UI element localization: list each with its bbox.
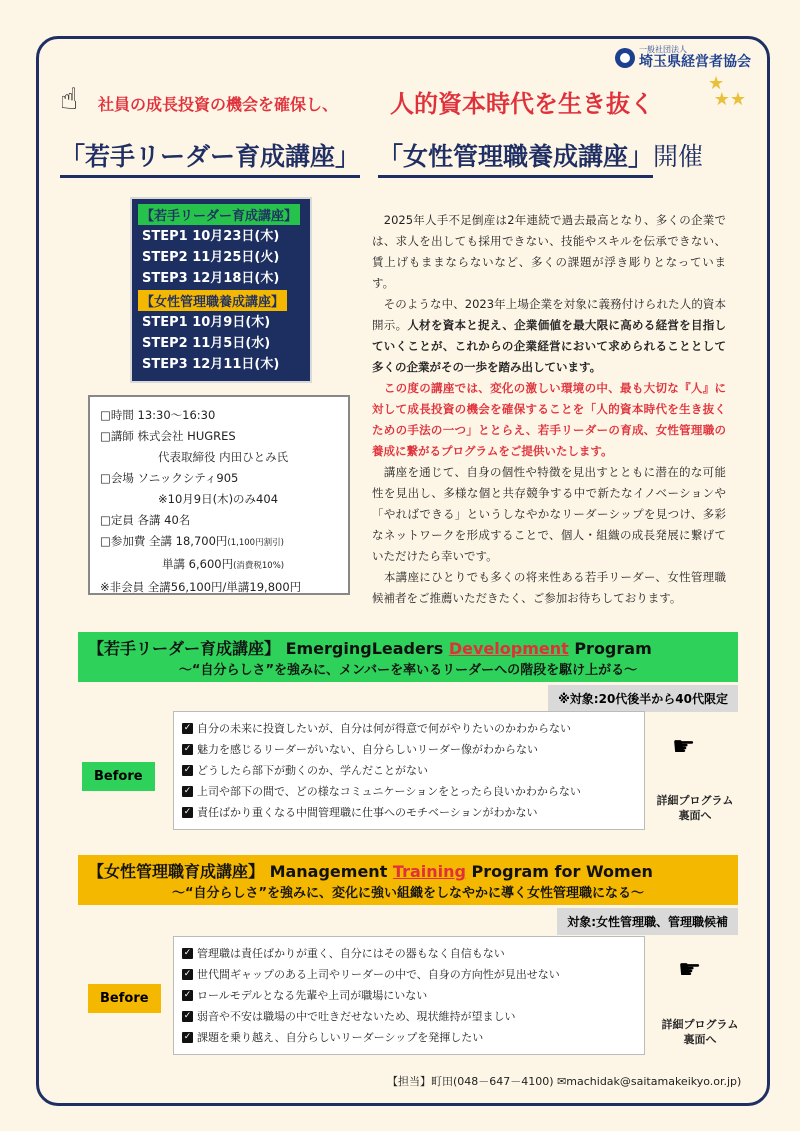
- title-young-course: 「若手リーダー育成講座」: [60, 137, 360, 178]
- young-program-title: [88, 636, 728, 659]
- schedule-women-heading: 【女性管理職養成講座】: [138, 290, 287, 311]
- checkbox-checked-icon: ✓: [183, 807, 192, 817]
- tagline-lead: 社員の成長投資の機会を確保し、: [98, 95, 339, 114]
- checklist-text: 課題を乗り越え、自分らしいリーダーシップを発揮したい: [197, 1031, 484, 1044]
- org-logo: [615, 45, 751, 70]
- checklist-item: [182, 1027, 636, 1048]
- info-lecturer: □講師 株式会社 HUGRES: [100, 429, 236, 443]
- checklist-text: 管理職は責任ばかりが重く、自分にはその器もなく自信もない: [197, 947, 505, 960]
- young-title-accent: Development: [448, 639, 569, 658]
- page-title: [60, 137, 703, 178]
- checklist-text: ロールモデルとなる先輩や上司が職場にいない: [197, 989, 428, 1002]
- women-program-title: [88, 859, 728, 882]
- info-box: [88, 395, 350, 595]
- checklist-item: [182, 718, 636, 739]
- info-venue-note: ※10月9日(木)のみ404: [158, 492, 279, 506]
- women-title-b: Program for Women: [465, 862, 653, 881]
- checkbox-checked-icon: ✓: [183, 786, 192, 796]
- intro-p5: 本講座にひとりでも多くの将来性ある若手リーダー、女性管理職候補者をご推薦いただきたく、ご参加お待ちしております。: [372, 570, 726, 605]
- checklist-text: 世代間ギャップのある上司やリーダーの中で、自身の方向性が見出せない: [197, 968, 560, 981]
- checklist-text: 弱音や不安は職場の中で吐きだせないため、現状維持が望ましい: [197, 1010, 516, 1023]
- schedule-step: STEP3 12月11日(木): [142, 357, 280, 372]
- young-target-badge: ※対象:20代後半から40代限定: [548, 685, 738, 712]
- intro-paragraph: [372, 378, 726, 462]
- detail-line: 詳細プログラム: [656, 794, 734, 807]
- org-small-label: 一般社団法人: [639, 45, 687, 54]
- women-program-banner: [78, 855, 738, 905]
- checklist-text: 自分の未来に投資したいが、自分は何が得意で何がやりたいのかわからない: [197, 722, 571, 735]
- fee-single-note: (消費税10%): [233, 561, 285, 571]
- title-women-course: 「女性管理職養成講座」: [378, 137, 653, 178]
- women-before-label: Before: [88, 984, 161, 1013]
- checklist-item: [182, 739, 636, 760]
- young-checklist: [173, 711, 645, 830]
- checkbox-checked-icon: ✓: [183, 990, 192, 1000]
- detail-line: 裏面へ: [683, 1033, 717, 1046]
- schedule-step: STEP1 10月23日(木): [142, 229, 280, 244]
- young-title-b: Program: [568, 639, 652, 658]
- intro-p3b: 変化の激しい環境の中、最も大切な『人』に対して成長投資の機会を確保することを「人的資本時代を生き抜くための手法の一つ」ととらえ、若手リーダーの育成、女性管理職の養成に繋がるプログラムをご提供いたします。: [372, 381, 727, 458]
- checkbox-checked-icon: ✓: [183, 948, 192, 958]
- schedule-step: STEP2 11月25日(火): [142, 250, 280, 265]
- checkbox-checked-icon: ✓: [183, 1011, 192, 1021]
- women-target-badge: 対象:女性管理職、管理職候補: [557, 908, 738, 935]
- tagline-emphasis: 人的資本時代を生き抜く: [390, 90, 654, 118]
- young-program-banner: [78, 632, 738, 682]
- intro-paragraph: [372, 462, 726, 567]
- schedule-step: STEP3 12月18日(木): [142, 271, 280, 286]
- intro-p2b: 人材を資本と捉え、企業価値を最大限に高める経営を目指していくことが、これからの企業経営において求められることとして多くの企業がその一歩を踏み出しています。: [372, 318, 727, 374]
- fee-single-text: 単講 6,600円: [162, 557, 234, 571]
- women-program-subtitle: ～“自分らしさ”を強みに、変化に強い組織をしなやかに導く女性管理職になる～: [171, 886, 645, 901]
- checkbox-checked-icon: ✓: [183, 744, 192, 754]
- checklist-item: [182, 802, 636, 823]
- young-detail-note: [655, 793, 735, 823]
- org-name: 埼玉県経営者協会: [639, 54, 751, 70]
- pointing-hand-icon: ☛: [672, 732, 696, 762]
- title-suffix: 開催: [653, 142, 704, 171]
- checklist-text: 責任ばかり重くなる中間管理職に仕事へのモチベーションがわかない: [197, 806, 538, 819]
- stars-icon: ★ ★★: [708, 73, 746, 110]
- young-before-label: Before: [82, 762, 155, 791]
- info-venue: □会場 ソニックシティ905: [100, 471, 239, 485]
- checklist-item: [182, 781, 636, 802]
- checklist-text: 上司や部下の間で、どの様なコミュニケーションをとったら良いかわからない: [197, 785, 581, 798]
- checkbox-checked-icon: ✓: [183, 723, 192, 733]
- checklist-text: 魅力を感じるリーダーがいない、自分らしいリーダー像がわからない: [197, 743, 538, 756]
- intro-p1: 2025年人手不足倒産は2年連続で過去最高となり、多くの企業では、求人を出しても採用できない、技能やスキルを伝承できない、賃上げもままならないなど、多くの課題が浮き彫りとなっています。: [372, 213, 726, 290]
- info-fee-all: [100, 531, 338, 554]
- women-title-accent: Training: [392, 862, 466, 881]
- schedule-step: STEP2 11月5日(水): [142, 336, 271, 351]
- checklist-item: [182, 760, 636, 781]
- intro-paragraph: [372, 210, 726, 294]
- young-program-subtitle: ～“自分らしさ”を強みに、メンバーを率いるリーダーへの階段を駆け上がる～: [178, 663, 638, 678]
- checklist-item: [182, 964, 636, 985]
- checklist-item: [182, 1006, 636, 1027]
- fee-all-text: □参加費 全講 18,700円: [100, 534, 228, 548]
- schedule-step: STEP1 10月9日(木): [142, 315, 271, 330]
- intro-p2a: そのような中、2023年上場企業を対象に義務付けられた人的資本開示。: [372, 297, 727, 332]
- fee-all-note: (1,100円割引): [227, 538, 284, 548]
- checklist-item: [182, 943, 636, 964]
- info-time: □時間 13:30～16:30: [100, 408, 216, 422]
- women-title-a: 【女性管理職育成講座】 Management: [88, 862, 393, 881]
- pointing-hand-icon: ☛: [678, 955, 702, 985]
- info-capacity: □定員 各講 40名: [100, 513, 191, 527]
- intro-text: [372, 210, 726, 609]
- checklist-text: どうしたら部下が動くのか、学んだことがない: [197, 764, 428, 777]
- intro-paragraph: [372, 294, 726, 378]
- contact-line: 【担当】町田(048－647－4100) ✉machidak@saitamakeikyo.or.jp): [387, 1075, 742, 1088]
- intro-paragraph: [372, 567, 726, 609]
- detail-line: 裏面へ: [678, 809, 712, 822]
- intro-p4: 講座を通じて、自身の個性や特徴を見出すとともに潜在的な可能性を見出し、多様な個と共存競争する中で新たなイノベーションや「やればできる」というしなやかなリーダーシップを見つけ、多彩なネットワークを形成することで、個人・組織の成長発展に繋げていただけたら幸いです。: [372, 465, 726, 563]
- checkbox-checked-icon: ✓: [183, 765, 192, 775]
- logo-mark-icon: [615, 48, 635, 68]
- schedule-box: [130, 197, 312, 383]
- women-checklist: [173, 936, 645, 1055]
- checkbox-checked-icon: ✓: [183, 969, 192, 979]
- young-title-a: 【若手リーダー育成講座】 EmergingLeaders: [88, 639, 449, 658]
- intro-p3a: この度の講座では、: [383, 381, 491, 395]
- checkbox-checked-icon: ✓: [183, 1032, 192, 1042]
- info-fee-single: [162, 554, 338, 577]
- women-detail-note: [660, 1017, 740, 1047]
- checklist-item: [182, 985, 636, 1006]
- schedule-young-heading: 【若手リーダー育成講座】: [138, 204, 300, 225]
- info-lecturer-title: 代表取締役 内田ひとみ氏: [158, 450, 289, 464]
- detail-line: 詳細プログラム: [661, 1018, 739, 1031]
- info-non-member: ※非会員 全講56,100円/単講19,800円: [100, 580, 302, 594]
- pointing-hand-icon: ☝: [60, 82, 79, 117]
